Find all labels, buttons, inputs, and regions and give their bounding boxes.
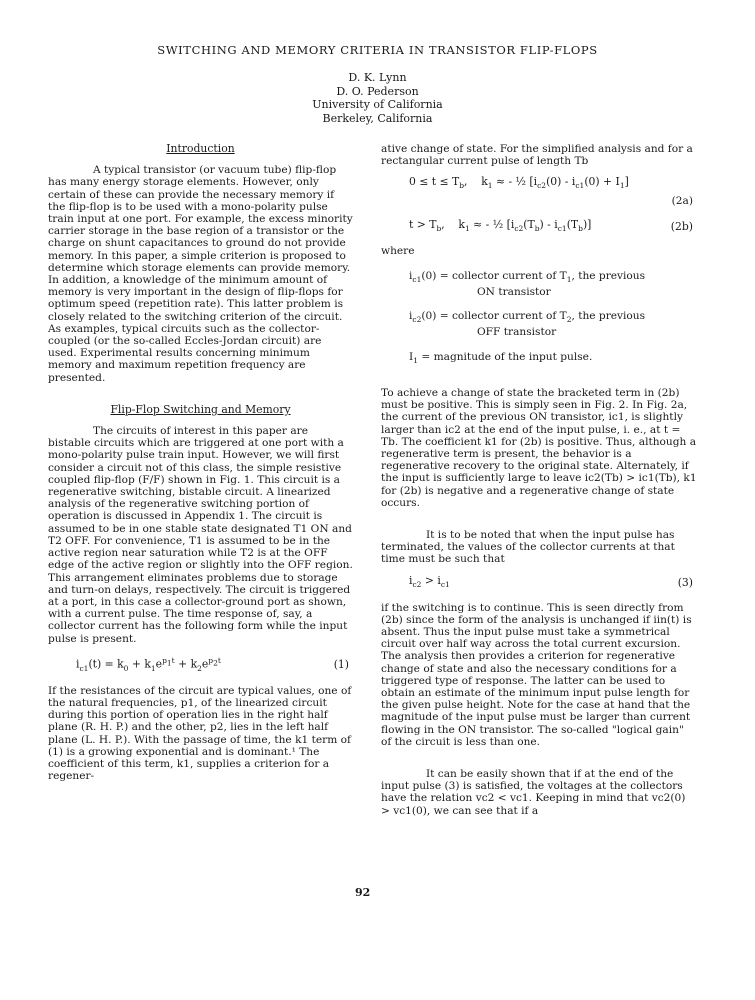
equation-2a-number: (2a) bbox=[671, 195, 693, 208]
left-column bbox=[48, 143, 353, 782]
definition-I1: $I_1$ = magnitude of the input pulse. bbox=[409, 350, 593, 365]
equation-2b-number: (2b) bbox=[670, 220, 693, 234]
after-equation-paragraph: If the resistances of the circuit are typical values, one of the natural frequencies, p1, of the linearized circuit during this portion of operation lies in the right half plane (R. H. P.) and the other, p2, lies in the left half plane (L. H. P.). With the passage of time, the k1 term of (1) is a growing exponential and is dominant.¹ The coefficient of this term, k1, supplies a criterion for a regener- bbox=[48, 684, 352, 783]
paper-title: SWITCHING AND MEMORY CRITERIA IN TRANSISTOR FLIP-FLOPS bbox=[157, 43, 598, 57]
definition-ic1: $i_{c1}(0)$ = collector current of $T_1$, the previous ON transistor bbox=[381, 270, 697, 299]
equation-1-body: $i_{c1}(t) = k_0 + k_1e^{p_1t} + k_2e^{p_2t}$ bbox=[76, 655, 221, 673]
right-column bbox=[381, 143, 697, 817]
equation-1-number: (1) bbox=[333, 657, 349, 671]
body-paragraph-3: It is to be noted that when the input pulse has terminated, the values of the collector currents at that time must be such that bbox=[381, 528, 675, 566]
equation-3-number: (3) bbox=[677, 576, 693, 590]
body-paragraph-5: It can be easily shown that if at the end of the input pulse (3) is satisfied, the voltages at the collectors have the relation vc2 < vc1. Keeping in mind that vc2(0) > vc1(0), we can see that if a bbox=[381, 768, 686, 817]
section-paragraph: The circuits of interest in this paper are bistable circuits which are triggered at one port with a mono-polarity pulse train input. However, we will first consider a circuit not of this class, the simple resistive coupled flip-flop (F/F) shown in Fig. 1. This circuit is a regenerative switching, bistable circuit. A linearized analysis of the regenerative switching portion of operation is discussed in Appendix 1. The circuit is assumed to be in one stable state designated T1 ON and T2 OFF. For convenience, T1 is assumed to be in the active region near saturation while T2 is at the OFF edge of the active region or slightly into the OFF region. This arrangement eliminates problems due to storage and turn-on delays, respectively. The circuit is triggered at a port, in this case a collector-ground port as shown, with a current pulse. The time response of, say, a collector current has the following form while the input pulse is present. bbox=[48, 425, 353, 645]
section-heading-flip-flop: Flip-Flop Switching and Memory bbox=[110, 402, 291, 416]
section-heading-introduction: Introduction bbox=[166, 142, 235, 155]
body-paragraph-4: if the switching is to continue. This is seen directly from (2b) since the form of the analysis is unchanged if iin(t) is absent. Thus the input pulse must take a symmetrical circuit over half way across the total current excursion. The analysis then provides a criterion for regenerative change of state and also the necessary conditions for a triggered type of response. The latter can be used to obtain an estimate of the minimum input pulse length for the given pulse height. Note for the case at hand that the magnitude of the input pulse must be larger than current flowing in the ON transistor. The so-called "logical gain" of the circuit is less than one. bbox=[381, 601, 692, 748]
equation-1 bbox=[48, 645, 353, 685]
author-name: D. O. Pederson bbox=[336, 84, 419, 98]
definition-continuation: ON transistor bbox=[477, 285, 551, 298]
page-number: 92 bbox=[355, 886, 371, 899]
body-paragraph-2: To achieve a change of state the bracketed term in (2b) must be positive. This is simply seen in Fig. 2. In Fig. 2a, the current of the previous ON transistor, ic1, is slightly larger than ic2 at the end of the input pulse, i. e., at t = Tb. The coefficient k1 for (2b) is positive. Thus, although a regenerative term is present, the behavior is a regenerative recovery to the original state. Alternately, if the input is sufficiently large to leave ic2(Tb) > ic1(Tb), k1 for (2b) is negative and a regenerative change of state occurs. bbox=[381, 386, 697, 509]
author-affiliation: University of California bbox=[312, 98, 443, 111]
equation-3 bbox=[381, 566, 697, 602]
equation-3-body: $i_{c2} > i_{c1}$ bbox=[409, 574, 450, 590]
equation-2a bbox=[381, 173, 697, 195]
author-block bbox=[0, 71, 755, 125]
where-label: where bbox=[381, 245, 415, 258]
author-name: D. K. Lynn bbox=[348, 71, 407, 84]
definition-continuation: OFF transistor bbox=[477, 326, 557, 339]
author-location: Berkeley, California bbox=[322, 111, 433, 125]
definition-ic2: $i_{c2}(0)$ = collector current of $T_2$, the previous OFF transistor bbox=[381, 310, 697, 339]
intro-paragraph: A typical transistor (or vacuum tube) flip-flop has many energy storage elements. However, only certain of these can provide the necessary memory if the flip-flop is to be used with a mono-polarity pulse train input at one port. For example, the excess minority carrier storage in the base region of a transistor or the charge on shunt capacitances to ground do not provide memory. In this paper, a simple criterion is proposed to determine which storage elements can provide memory. In addition, a knowledge of the minimum amount of memory is very important in the design of flip-flops for optimum speed (repetition rate). This latter problem is closely related to the switching criterion of the circuit. As examples, typical circuits such as the collector-coupled (or the so-called Eccles-Jordan circuit) are used. Experimental results concerning minimum memory and maximum repetition frequency are presented. bbox=[48, 164, 353, 384]
equation-2b-body: $t > T_b$, $k_1$ ≈ - ½ $[i_{c2}(T_b) - i_{c1}(T_b)]$ bbox=[409, 218, 592, 234]
continuation-paragraph: ative change of state. For the simplified analysis and for a rectangular current pulse of length Tb bbox=[381, 143, 693, 168]
equation-2a-body: $0 \le t \le T_b$, $k_1$ ≈ - ½ $[i_{c2}(0) - i_{c1}(0) + I_1]$ bbox=[409, 175, 629, 191]
equation-2b bbox=[381, 209, 697, 245]
